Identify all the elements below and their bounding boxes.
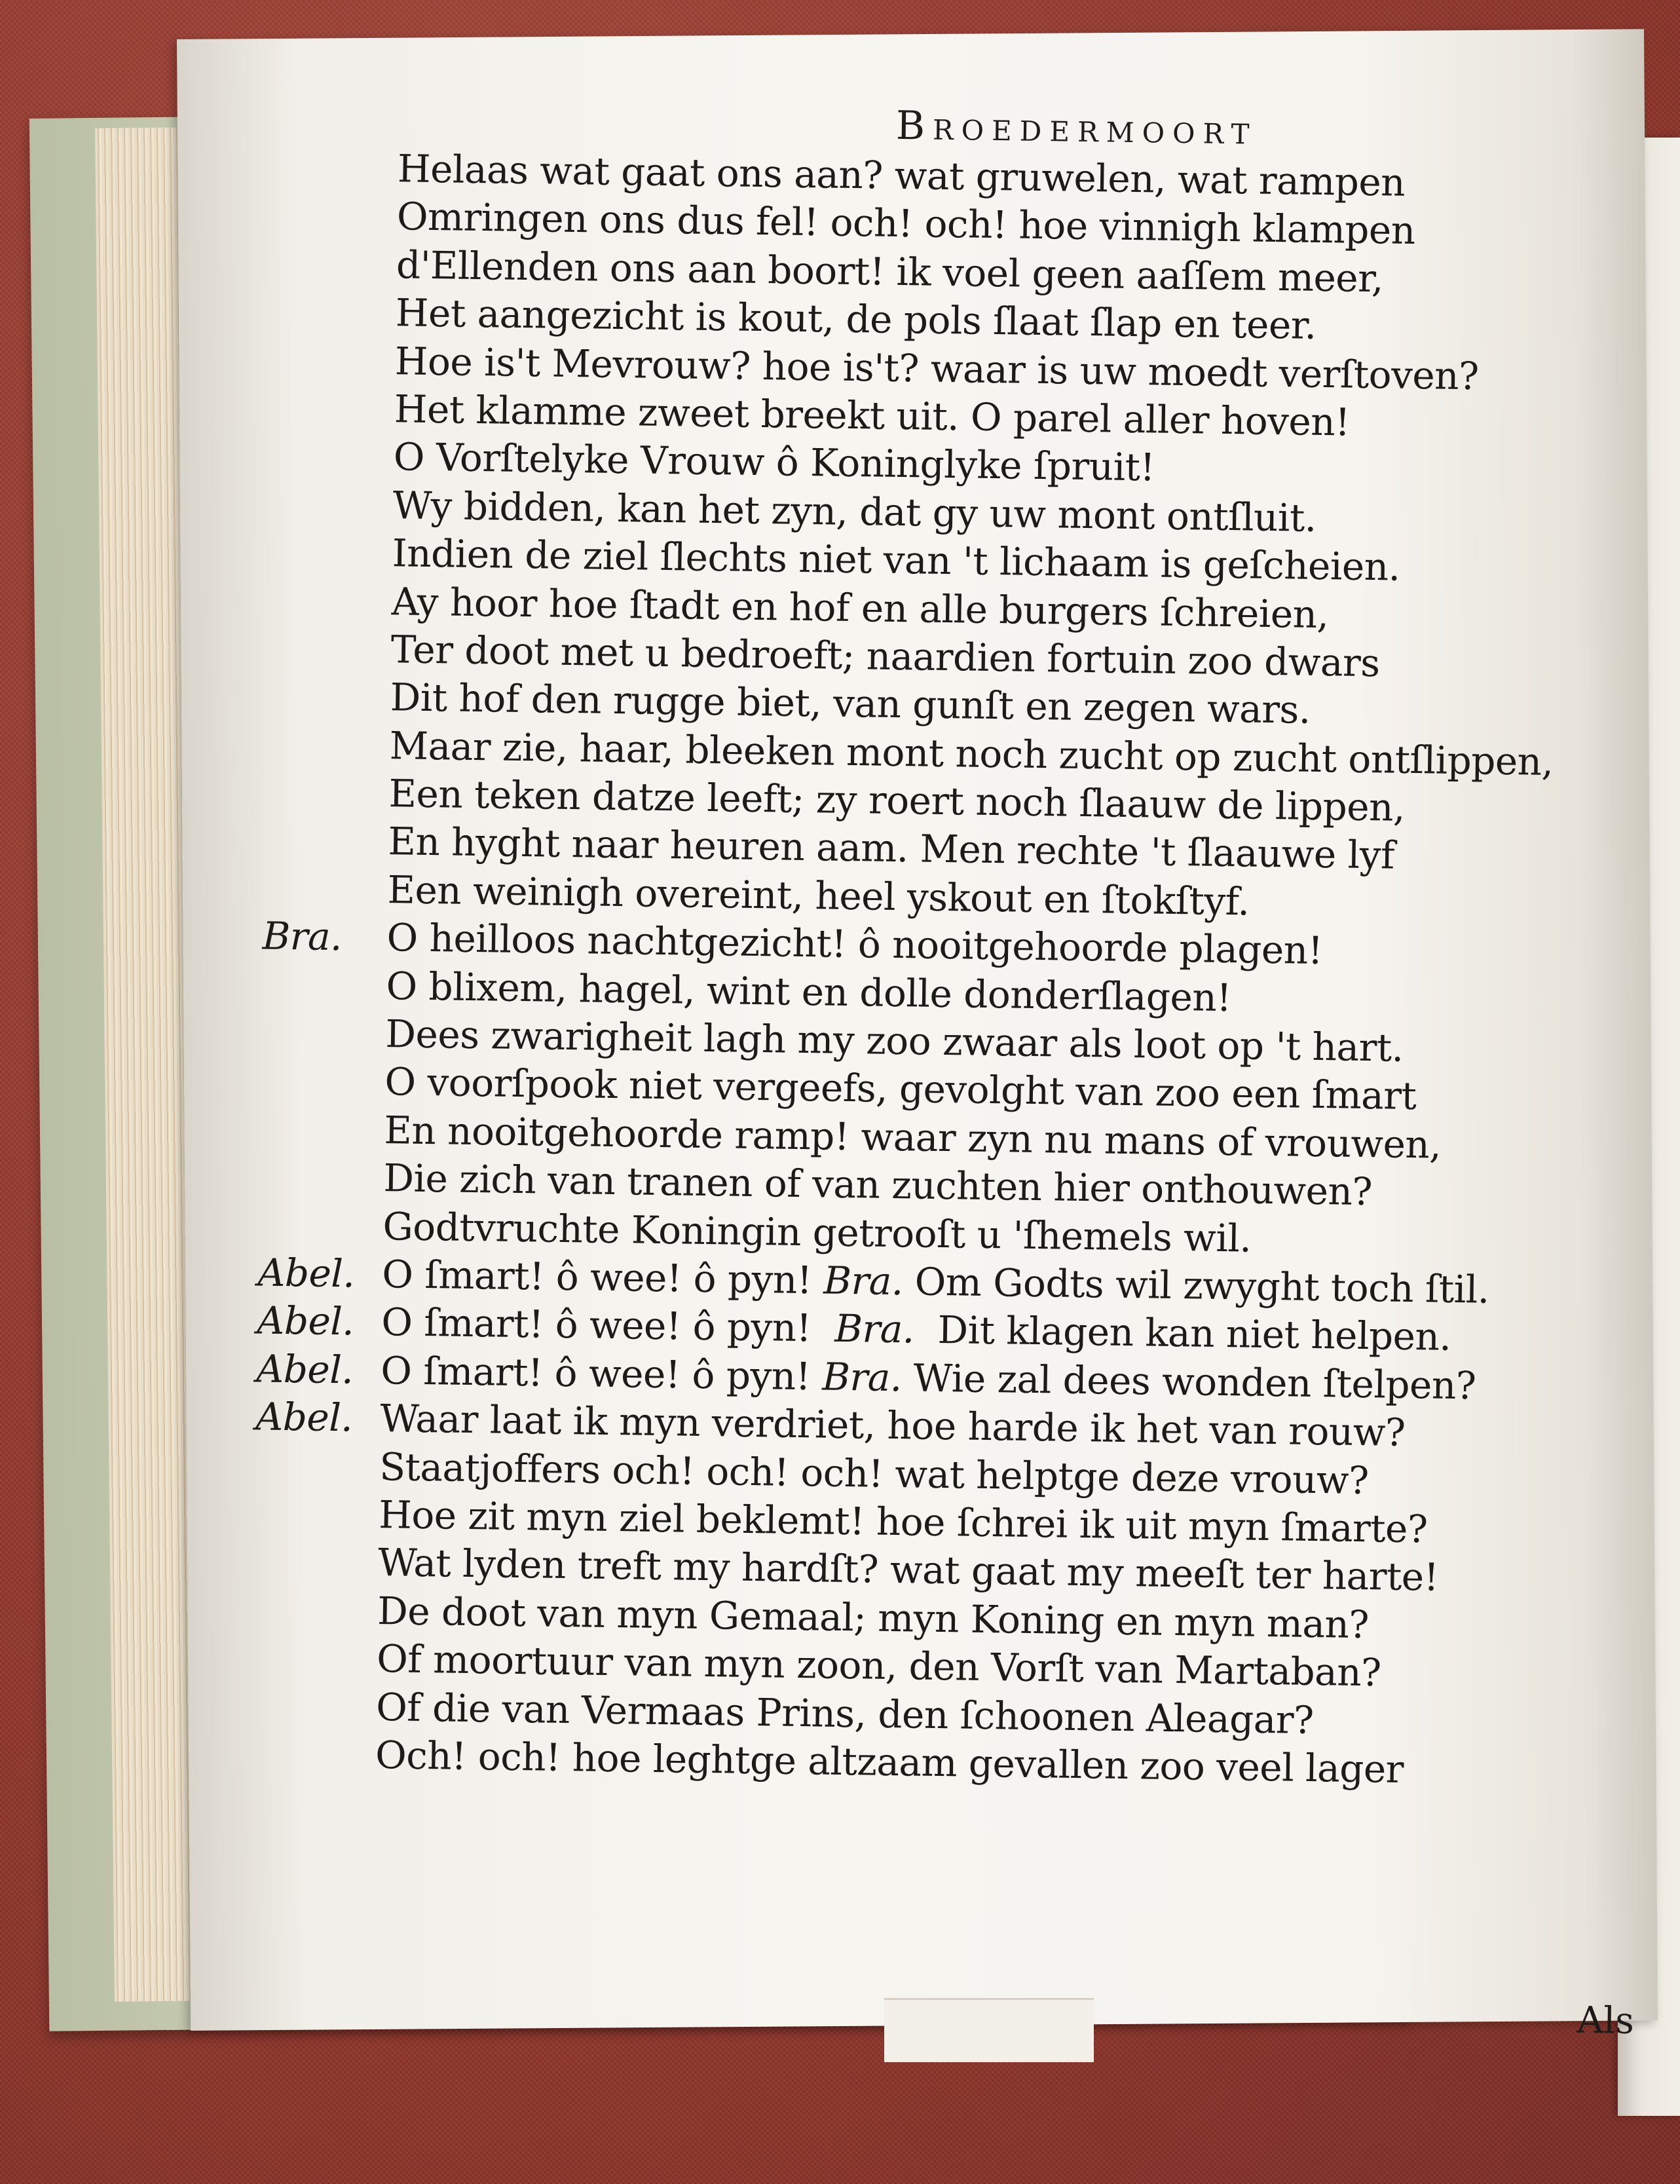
verse-text: Het klamme zweet breekt uit. O parel aller hoven! <box>394 386 1351 445</box>
verse-text: Omringen ons dus fel! och! och! hoe vinnigh klampen <box>396 194 1416 254</box>
verse-text: Helaas wat gaat ons aan? wat gruwelen, wat rampen <box>397 146 1406 205</box>
inline-speaker-name: Bra. <box>823 1258 904 1304</box>
verse-text: O Vorſtelyke Vrouw ô Koninglyke ſpruit! <box>393 434 1155 490</box>
line-indent <box>272 276 396 278</box>
line-indent <box>267 612 392 614</box>
book-page <box>177 29 1658 2043</box>
line-indent <box>264 805 388 807</box>
line-indent <box>269 468 394 470</box>
line-indent <box>254 1526 379 1528</box>
line-indent <box>269 516 393 518</box>
verse-text: En hyght naar heuren aam. Men rechte 't ſlaauwe lyf <box>388 819 1395 878</box>
verse-lines <box>251 143 1616 1797</box>
verse-text: Maar zie, haar, bleeken mont noch zucht op zucht ontſlippen, <box>389 723 1554 784</box>
speaker-name: Bra. <box>262 913 343 960</box>
line-indent <box>273 180 398 182</box>
speaker-name: Abel. <box>255 1346 354 1393</box>
verse-text: Wy bidden, kan het zyn, dat gy uw mont ontſluit. <box>392 482 1317 540</box>
verse-text: Godtvruchte Koningin getrooſt u 'ſhemels wil. <box>383 1203 1252 1261</box>
verse-text: O voorſpook niet vergeefs, gevolght van zoo een ſmart <box>384 1059 1417 1119</box>
line-indent <box>252 1718 376 1720</box>
line-indent <box>255 1478 379 1480</box>
speaker-name: Abel. <box>255 1394 353 1440</box>
verse-text: Dit klagen kan niet helpen. <box>914 1307 1451 1360</box>
line-indent <box>252 1670 377 1672</box>
line-indent <box>251 1766 375 1768</box>
verse-text: Een teken datze leeft; zy roert noch ſlaauw de lippen, <box>388 771 1406 830</box>
verse-text: Of moortuur van myn zoon, den Vorſt van Martaban? <box>376 1636 1382 1695</box>
line-indent <box>263 901 387 903</box>
verse-text: Of die van Vermaas Prins, den ſchoonen Aleagar? <box>375 1684 1315 1742</box>
catchword: Als <box>1577 1999 1635 2043</box>
verse-text: Een weinigh overeint, heel yskout en ſtokſtyf. <box>387 867 1250 924</box>
verse-text: Ter doot met u bedroeft; naardien fortuin zoo dwars <box>390 627 1380 686</box>
verse-text: Het aangezicht is kout, de pols ſlaat ſlap en teer. <box>395 290 1317 348</box>
line-indent <box>271 372 395 374</box>
line-indent <box>271 324 396 326</box>
text-block <box>149 24 1644 2043</box>
verse-text: De doot van myn Gemaal; myn Koning en myn man? <box>377 1588 1370 1647</box>
verse-text: Ay hoor hoe ſtadt en hof en alle burgers ſchreien, <box>391 578 1329 637</box>
verse-text: En nooitgehoorde ramp! waar zyn nu mans of vrouwen, <box>384 1107 1442 1167</box>
verse-text: Hoe zit myn ziel beklemt! hoe ſchrei ik uit myn ſmarte? <box>378 1492 1428 1552</box>
verse-text: O blixem, hagel, wint en dolle donderſlagen! <box>386 963 1232 1020</box>
verse-text: d'Ellenden ons aan boort! ik voel geen aaſſem meer, <box>396 242 1384 301</box>
line-indent <box>263 853 388 855</box>
line-indent <box>267 660 391 662</box>
verse-text: O ſmart! ô wee! ô pyn! <box>380 1347 823 1399</box>
line-indent <box>259 1141 384 1143</box>
verse-text: Indien de ziel ſlechts niet van 't lichaam is geſcheien. <box>392 531 1401 590</box>
line-indent <box>260 1093 384 1095</box>
verse-text: Och! och! hoe leghtge altzaam gevallen zoo veel lager <box>375 1732 1404 1792</box>
line-indent <box>265 757 389 759</box>
verse-text: Waar laat ik myn verdriet, hoe harde ik het van rouw? <box>379 1396 1406 1456</box>
line-indent <box>261 997 386 999</box>
line-indent <box>266 709 390 711</box>
verse-text: Die zich van tranen of van zuchten hier onthouwen? <box>383 1156 1373 1214</box>
bookmark-strip <box>884 1998 1094 2062</box>
inline-speaker-name: Bra. <box>834 1306 915 1352</box>
verse-text: Dit hof den rugge biet, van gunſt en zegen wars. <box>390 675 1311 733</box>
line-indent <box>253 1622 377 1624</box>
speaker-name: Abel. <box>257 1250 355 1296</box>
verse-text: Dees zwarigheit lagh my zoo zwaar als loot op 't hart. <box>385 1011 1404 1070</box>
verse-text: Staatjoffers och! och! och! wat helptge deze vrouw? <box>379 1444 1370 1503</box>
running-header: Broedermoort <box>895 102 1258 154</box>
inline-speaker-name: Bra. <box>821 1354 903 1400</box>
verse-text: O heilloos nachtgezicht! ô nooitgehoorde plagen! <box>386 915 1323 973</box>
verse-text: Wie zal dees wonden ſtelpen? <box>901 1355 1476 1408</box>
line-indent <box>261 1045 385 1047</box>
verse-text: Om Godts wil zwyght toch ſtil. <box>903 1259 1490 1312</box>
verse-text: Hoe is't Mevrouw? hoe is't? waar is uw moedt verſtoven? <box>394 338 1480 398</box>
verse-text: Wat lyden treft my hardſt? wat gaat my meeſt ter harte! <box>377 1540 1439 1600</box>
speaker-name: Abel. <box>256 1298 354 1344</box>
verse-text: O ſmart! ô wee! ô pyn! <box>381 1300 835 1351</box>
verse-text: O ſmart! ô wee! ô pyn! <box>381 1252 824 1303</box>
line-indent <box>259 1190 383 1192</box>
line-indent <box>258 1237 383 1239</box>
line-indent <box>253 1574 378 1576</box>
line-indent <box>268 565 392 567</box>
line-indent <box>270 421 394 423</box>
line-indent <box>272 228 397 230</box>
